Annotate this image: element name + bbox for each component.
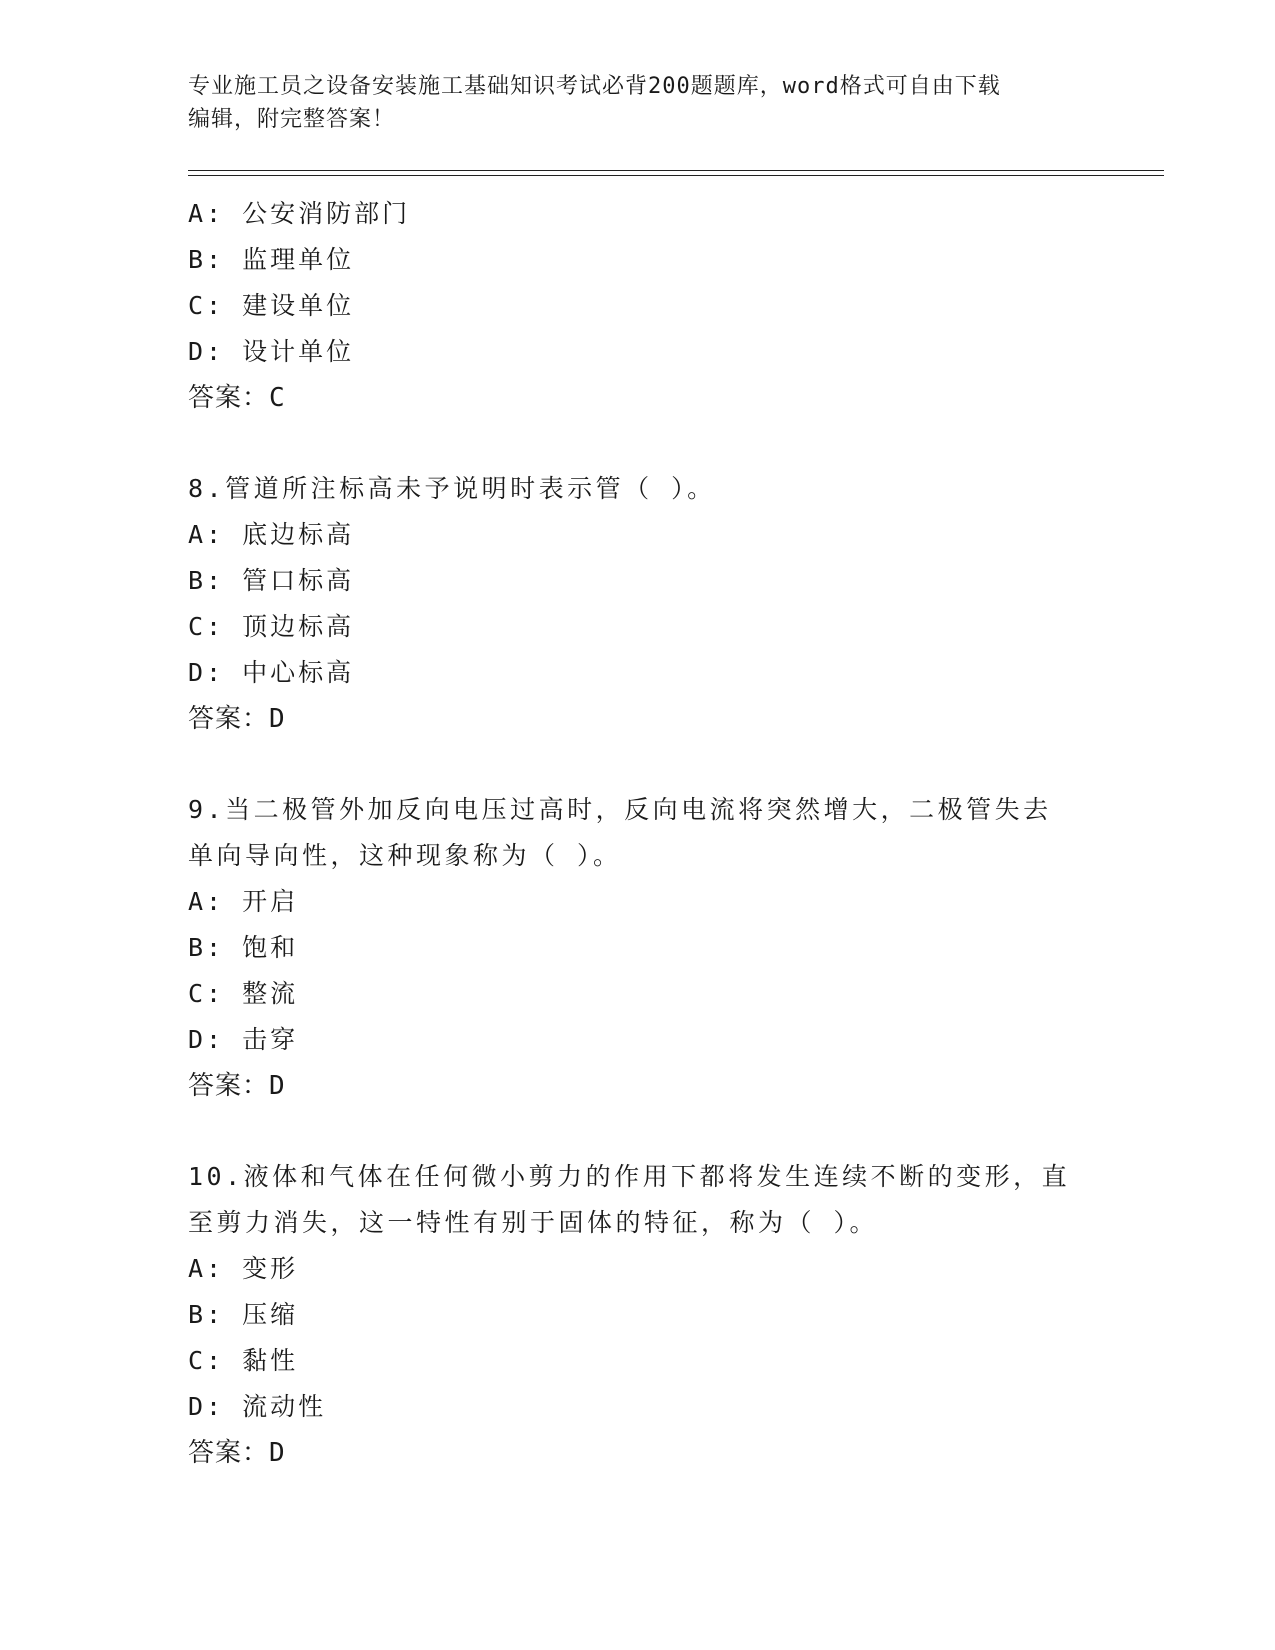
option-a: A: 变形 bbox=[188, 1254, 299, 1283]
option-a: A: 底边标高 bbox=[188, 520, 355, 549]
option-d: D: 中心标高 bbox=[188, 658, 355, 687]
answer: 答案：D bbox=[188, 1071, 286, 1101]
option-a: A: 公安消防部门 bbox=[188, 199, 411, 228]
question-10 bbox=[188, 1154, 1088, 1476]
option-c: C: 黏性 bbox=[188, 1346, 299, 1375]
question-text-line-1: 9.当二极管外加反向电压过高时，反向电流将突然增大，二极管失去 bbox=[188, 795, 1052, 824]
question-8 bbox=[188, 466, 1088, 742]
header-divider-bottom bbox=[188, 175, 1164, 176]
option-d: D: 设计单位 bbox=[188, 337, 355, 366]
question-9 bbox=[188, 787, 1088, 1109]
question-text-line-1: 10.液体和气体在任何微小剪力的作用下都将发生连续不断的变形，直 bbox=[188, 1162, 1071, 1191]
question-text-line-2: 至剪力消失，这一特性有别于固体的特征，称为（ ）。 bbox=[188, 1208, 879, 1237]
header-divider-top bbox=[188, 170, 1164, 171]
answer: 答案：C bbox=[188, 383, 286, 413]
option-a: A: 开启 bbox=[188, 887, 299, 916]
option-c: C: 整流 bbox=[188, 979, 299, 1008]
answer: 答案：D bbox=[188, 704, 286, 734]
option-c: C: 建设单位 bbox=[188, 291, 355, 320]
question-list bbox=[188, 191, 1088, 1476]
option-b: B: 管口标高 bbox=[188, 566, 355, 595]
answer: 答案：D bbox=[188, 1438, 286, 1468]
option-c: C: 顶边标高 bbox=[188, 612, 355, 641]
option-d: D: 流动性 bbox=[188, 1392, 327, 1421]
header-line-2: 编辑，附完整答案！ bbox=[188, 107, 396, 132]
option-b: B: 压缩 bbox=[188, 1300, 299, 1329]
question-text: 8.管道所注标高未予说明时表示管（ ）。 bbox=[188, 474, 716, 503]
question-7 bbox=[188, 191, 1088, 421]
option-b: B: 监理单位 bbox=[188, 245, 355, 274]
header-line-1: 专业施工员之设备安装施工基础知识考试必背200题题库，word格式可自由下载 bbox=[188, 74, 1001, 99]
option-d: D: 击穿 bbox=[188, 1025, 299, 1054]
document-header bbox=[188, 70, 1088, 136]
question-text-line-2: 单向导向性，这种现象称为（ ）。 bbox=[188, 841, 622, 870]
option-b: B: 饱和 bbox=[188, 933, 299, 962]
